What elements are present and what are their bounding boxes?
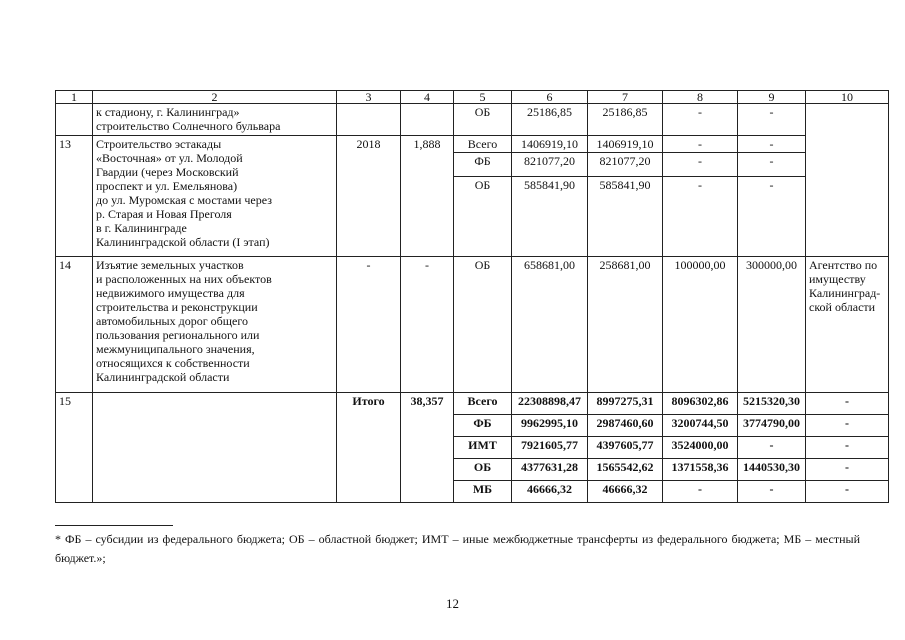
- col-header: 9: [738, 91, 806, 104]
- amount-year1: 46666,32: [588, 481, 663, 503]
- amount-year3: 3774790,00: [738, 415, 806, 437]
- total-label: Итого: [337, 393, 401, 503]
- responsible-cell: -: [806, 437, 889, 459]
- amount-year1: 8997275,31: [588, 393, 663, 415]
- amount-total: 4377631,28: [512, 459, 588, 481]
- funding-source: ФБ: [454, 153, 512, 177]
- amount-total: 22308898,47: [512, 393, 588, 415]
- amount-total: 25186,85: [512, 104, 588, 136]
- amount-total: 1406919,10: [512, 136, 588, 153]
- amount-total: 46666,32: [512, 481, 588, 503]
- amount-year3: -: [738, 177, 806, 257]
- funding-source: ФБ: [454, 415, 512, 437]
- length-cell: [401, 104, 454, 136]
- amount-year2: -: [663, 136, 738, 153]
- col-header: 7: [588, 91, 663, 104]
- amount-total: 7921605,77: [512, 437, 588, 459]
- responsible-cell: [806, 104, 889, 257]
- footnote-divider: [55, 525, 173, 526]
- length-cell: -: [401, 257, 454, 393]
- responsible-cell: -: [806, 481, 889, 503]
- amount-year2: -: [663, 177, 738, 257]
- amount-year3: -: [738, 153, 806, 177]
- amount-year1: 1406919,10: [588, 136, 663, 153]
- amount-year2: 8096302,86: [663, 393, 738, 415]
- row-number: 14: [56, 257, 93, 393]
- amount-total: 585841,90: [512, 177, 588, 257]
- project-name: к стадиону, г. Калининград» строительство Солнечного бульвара: [93, 104, 337, 136]
- responsible-cell: -: [806, 393, 889, 415]
- amount-year3: -: [738, 104, 806, 136]
- col-header: 3: [337, 91, 401, 104]
- col-header: 8: [663, 91, 738, 104]
- table-row: [56, 257, 889, 393]
- year-cell: [337, 104, 401, 136]
- funding-source: ОБ: [454, 459, 512, 481]
- funding-source: Всего: [454, 393, 512, 415]
- page-number: 12: [446, 596, 459, 611]
- amount-year3: 300000,00: [738, 257, 806, 393]
- funding-source: МБ: [454, 481, 512, 503]
- amount-total: 821077,20: [512, 153, 588, 177]
- project-name: [93, 393, 337, 503]
- col-header: 1: [56, 91, 93, 104]
- funding-source: ИМТ: [454, 437, 512, 459]
- row-number: 13: [56, 136, 93, 257]
- funding-source: ОБ: [454, 177, 512, 257]
- amount-year2: -: [663, 104, 738, 136]
- funding-source: ОБ: [454, 257, 512, 393]
- amount-total: 9962995,10: [512, 415, 588, 437]
- amount-year2: 100000,00: [663, 257, 738, 393]
- funding-source: Всего: [454, 136, 512, 153]
- column-header-row: [56, 91, 889, 104]
- amount-year1: 4397605,77: [588, 437, 663, 459]
- table-row: [56, 136, 889, 153]
- footnote: * ФБ – субсидии из федерального бюджета; ОБ – областной бюджет; ИМТ – иные межбюджетные трансферты из федерального бюджета; МБ – местный бюджет.»;: [55, 532, 860, 565]
- amount-year1: 1565542,62: [588, 459, 663, 481]
- amount-year2: -: [663, 481, 738, 503]
- responsible-cell: -: [806, 459, 889, 481]
- amount-year2: -: [663, 153, 738, 177]
- col-header: 6: [512, 91, 588, 104]
- length-cell: 38,357: [401, 393, 454, 503]
- amount-year3: 1440530,30: [738, 459, 806, 481]
- col-header: 4: [401, 91, 454, 104]
- amount-year1: 821077,20: [588, 153, 663, 177]
- col-header: 2: [93, 91, 337, 104]
- responsible-agency: Агентство по имуществу Калининград- ской области: [806, 257, 889, 393]
- amount-year1: 258681,00: [588, 257, 663, 393]
- amount-year1: 585841,90: [588, 177, 663, 257]
- amount-year3: 5215320,30: [738, 393, 806, 415]
- amount-total: 658681,00: [512, 257, 588, 393]
- amount-year1: 25186,85: [588, 104, 663, 136]
- responsible-cell: -: [806, 415, 889, 437]
- length-cell: 1,888: [401, 136, 454, 257]
- amount-year2: 3524000,00: [663, 437, 738, 459]
- table-row: [56, 104, 889, 136]
- year-cell: 2018: [337, 136, 401, 257]
- row-number: [56, 104, 93, 136]
- amount-year3: -: [738, 481, 806, 503]
- col-header: 5: [454, 91, 512, 104]
- project-name: Изъятие земельных участков и расположенных на них объектов недвижимого имущества для строительства и реконструкции автомобильных дорог общего пользования регионального или межмуниципального значения, относящихся к собственности Калининградской области: [93, 257, 337, 393]
- amount-year2: 1371558,36: [663, 459, 738, 481]
- project-name: Строительство эстакады «Восточная» от ул. Молодой Гвардии (через Московский проспект и ул. Емельянова) до ул. Муромская с мостами через р. Старая и Новая Преголя в г. Калининграде Калининградской области (I этап): [93, 136, 337, 257]
- amount-year1: 2987460,60: [588, 415, 663, 437]
- funding-source: ОБ: [454, 104, 512, 136]
- amount-year3: -: [738, 136, 806, 153]
- row-number: 15: [56, 393, 93, 503]
- amount-year3: -: [738, 437, 806, 459]
- year-cell: -: [337, 257, 401, 393]
- col-header: 10: [806, 91, 889, 104]
- table-row: [56, 393, 889, 415]
- amount-year2: 3200744,50: [663, 415, 738, 437]
- budget-table: [55, 90, 889, 503]
